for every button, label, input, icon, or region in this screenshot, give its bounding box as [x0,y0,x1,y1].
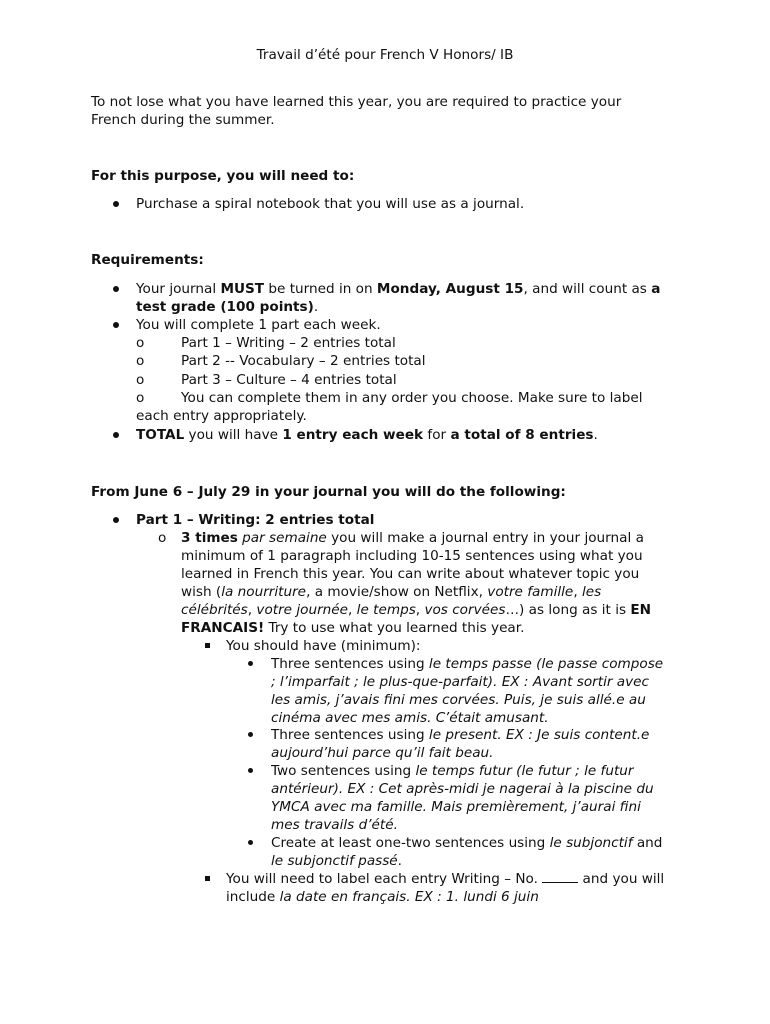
bullet-icon [113,201,119,207]
bullet-icon [113,322,119,328]
sub-marker: o [136,372,145,388]
writing-line-4: wish (la nourriture, a movie/show on Netflix, votre famille, les [181,584,602,600]
writing-line-2: minimum of 1 paragraph including 10-15 sentences using what you [181,548,643,564]
bullet-icon [113,432,119,438]
bullet-icon [248,768,253,773]
writing-line-5: célébrités, votre journée, le temps, vos corvées…) as long as it is EN [181,602,652,618]
sub-marker: o [136,335,145,351]
part1-heading: Part 1 – Writing: 2 entries total [136,512,375,528]
past-line-2: ; l’imparfait ; le plus-que-parfait). EX : Avant sortir avec [271,674,649,690]
label-line-2: include la date en français. EX : 1. lundi 6 juin [226,889,539,905]
sub-marker: o [136,353,145,369]
future-line-1: Two sentences using le temps futur (le futur ; le futur [271,763,634,779]
order-note-line-2: each entry appropriately. [136,408,307,424]
blank-underline [542,870,578,883]
should-have-line: You should have (minimum): [226,638,421,654]
future-line-3: YMCA avec ma famille. Mais premièrement, j’aurai fini [271,799,641,815]
subjunctive-line-1: Create at least one-two sentences using le subjonctif and [271,835,663,851]
subjunctive-line-2: le subjonctif passé. [271,853,402,869]
past-line-4: cinéma avec mes amis. C’était amusant. [271,710,549,726]
requirement-weekly: You will complete 1 part each week. [136,317,381,333]
order-note-line-1: You can complete them in any order you choose. Make sure to label [181,390,643,406]
part-item-culture: Part 3 – Culture – 4 entries total [181,372,397,388]
sub-marker: o [136,390,145,406]
bullet-icon [248,840,253,845]
requirement-due-date-cont: test grade (100 points). [136,299,319,315]
part-item-writing: Part 1 – Writing – 2 entries total [181,335,396,351]
purpose-heading: For this purpose, you will need to: [91,168,355,184]
requirements-heading: Requirements: [91,252,204,268]
requirement-total: TOTAL you will have 1 entry each week for a total of 8 entries. [136,427,598,443]
writing-line-1: 3 times par semaine you will make a journal entry in your journal a [181,530,644,546]
intro-line-1: To not lose what you have learned this year, you are required to practice your [91,94,622,110]
past-line-1: Three sentences using le temps passe (le passe compose [271,656,664,672]
past-line-3: les amis, j’avais fini mes corvées. Puis, je suis allé.e au [271,692,646,708]
square-bullet-icon [205,876,210,881]
writing-line-3: learned in French this year. You can write about whatever topic you [181,566,640,582]
present-line-1: Three sentences using le present. EX : Je suis content.e [271,727,650,743]
intro-line-2: French during the summer. [91,112,275,128]
bullet-icon [113,517,119,523]
schedule-heading: From June 6 – July 29 in your journal you will do the following: [91,484,566,500]
bullet-icon [113,286,119,292]
label-line-1: You will need to label each entry Writing – No. and you will [226,871,665,887]
bullet-icon [248,732,253,737]
square-bullet-icon [205,643,210,648]
writing-line-6: FRANCAIS! Try to use what you learned this year. [181,620,525,636]
requirement-due-date: Your journal MUST be turned in on Monday, August 15, and will count as a [136,281,661,297]
purpose-item: Purchase a spiral notebook that you will use as a journal. [136,196,525,212]
part-item-vocabulary: Part 2 -- Vocabulary – 2 entries total [181,353,426,369]
bullet-icon [248,661,253,666]
present-line-2: aujourd’hui parce qu’il fait beau. [271,745,494,761]
document-title: Travail d’été pour French V Honors/ IB [256,47,514,63]
future-line-4: mes travails d’été. [271,817,398,833]
sub-marker: o [158,530,167,546]
future-line-2: antérieur). EX : Cet après-midi je nagerai à la piscine du [271,781,654,797]
